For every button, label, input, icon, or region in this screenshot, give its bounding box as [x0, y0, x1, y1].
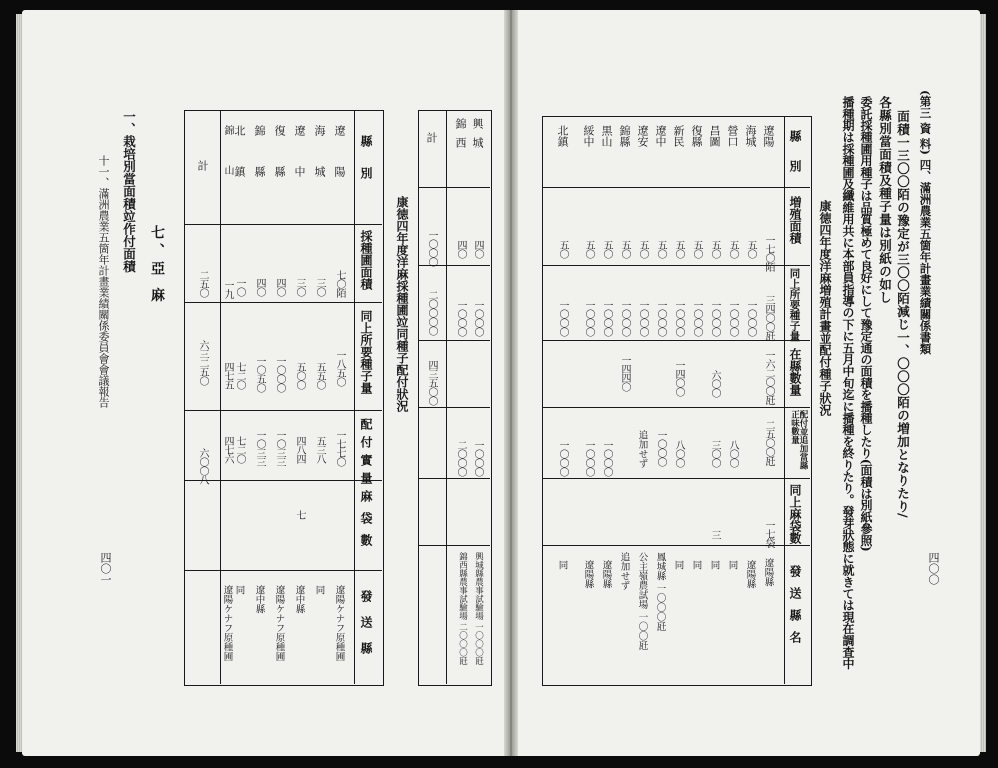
small-table-seed-2: 一〇〇〇 — [455, 300, 466, 336]
lt-header-seed: 同上所要種子量 — [359, 310, 373, 394]
lt-header-bags: 麻袋數 — [359, 490, 373, 556]
small-table-send-1: 興城縣農事試驗場 一〇〇〇瓩 — [473, 552, 484, 666]
right-table-title: 康徳四年度洋麻増殖計畫並配付種子狀況 — [818, 200, 832, 416]
small-table-area-1: 四〇 — [472, 240, 483, 258]
rt-header-seed: 同上所要種子量 — [788, 268, 801, 342]
left-table-title: 康徳四年度洋麻採種圃竝同種子配付狀況 — [395, 196, 409, 412]
lt-header-county: 縣別 — [359, 135, 373, 199]
rt-header-stock: 在縣數量 — [788, 348, 802, 396]
small-table-row-2-label: 錦西 — [454, 118, 467, 156]
small-table-row-1-label: 興城 — [471, 118, 484, 156]
body-line-4: 播種期は採種圃及纖維用共に本部員指導の下に五月中旬迄に播種を終りたり。發芽狀態に就きては現在調査中 — [841, 96, 855, 670]
body-line-2: 各縣別當面積及種子量は別紙の如し — [877, 96, 893, 304]
small-table-net-2: 二〇〇〇 — [455, 440, 466, 476]
right-book-edge — [980, 14, 986, 752]
small-table-send-2: 錦西縣農事試驗場 二〇〇〇瓩 — [457, 552, 468, 666]
book-gutter — [504, 10, 518, 756]
body-line-1: 面積一三〇〇陌の豫定が三〇〇陌減じ一、〇〇〇陌の増加となりたり/ — [895, 110, 911, 519]
rt-header-send: 發送縣名 — [788, 565, 802, 653]
rt-header-bags: 同上麻袋數 — [788, 484, 802, 544]
section-title: 七、亞 麻 — [149, 225, 165, 306]
page-number-left: 四〇一 — [99, 552, 112, 585]
lt-header-area: 採種圃面積 — [359, 230, 373, 290]
small-table-seed-total: 二〇〇〇〇 — [426, 290, 437, 335]
rt-header-area: 増殖面積 — [788, 196, 802, 244]
small-table-stock-total: 四三五〇〇 — [426, 360, 437, 405]
small-table-area-total: 一〇〇〇 — [426, 230, 437, 266]
lt-header-actual: 配付實量 — [359, 418, 373, 490]
rt-header-net: 配付並追加當縣正味數量 — [789, 410, 808, 470]
small-table-seed-1: 一〇〇〇 — [472, 300, 483, 336]
small-table-total-label: 計 — [425, 132, 438, 143]
body-line-3: 委託採種圃用種子は品質極めて良好にして豫定通の面積を播種したり(面積は別紙參照) — [859, 96, 873, 552]
small-table-net-1: 一〇〇〇 — [472, 440, 483, 476]
lt-header-send: 發送縣 — [359, 590, 373, 668]
rt-header-county: 縣別 — [788, 130, 802, 190]
running-header: (第三 資 料) 四、滿洲農業五箇年計畫業績關係書類 — [918, 90, 933, 355]
small-table-area-2: 四〇 — [455, 240, 466, 258]
left-footer: 十一、滿洲農業五箇年計畫業績關係委員會會議報告 — [97, 155, 110, 408]
page-number-right: 四〇〇 — [927, 552, 940, 585]
subsection-title: 一、栽培別當面積竝作付面積 — [121, 110, 137, 273]
